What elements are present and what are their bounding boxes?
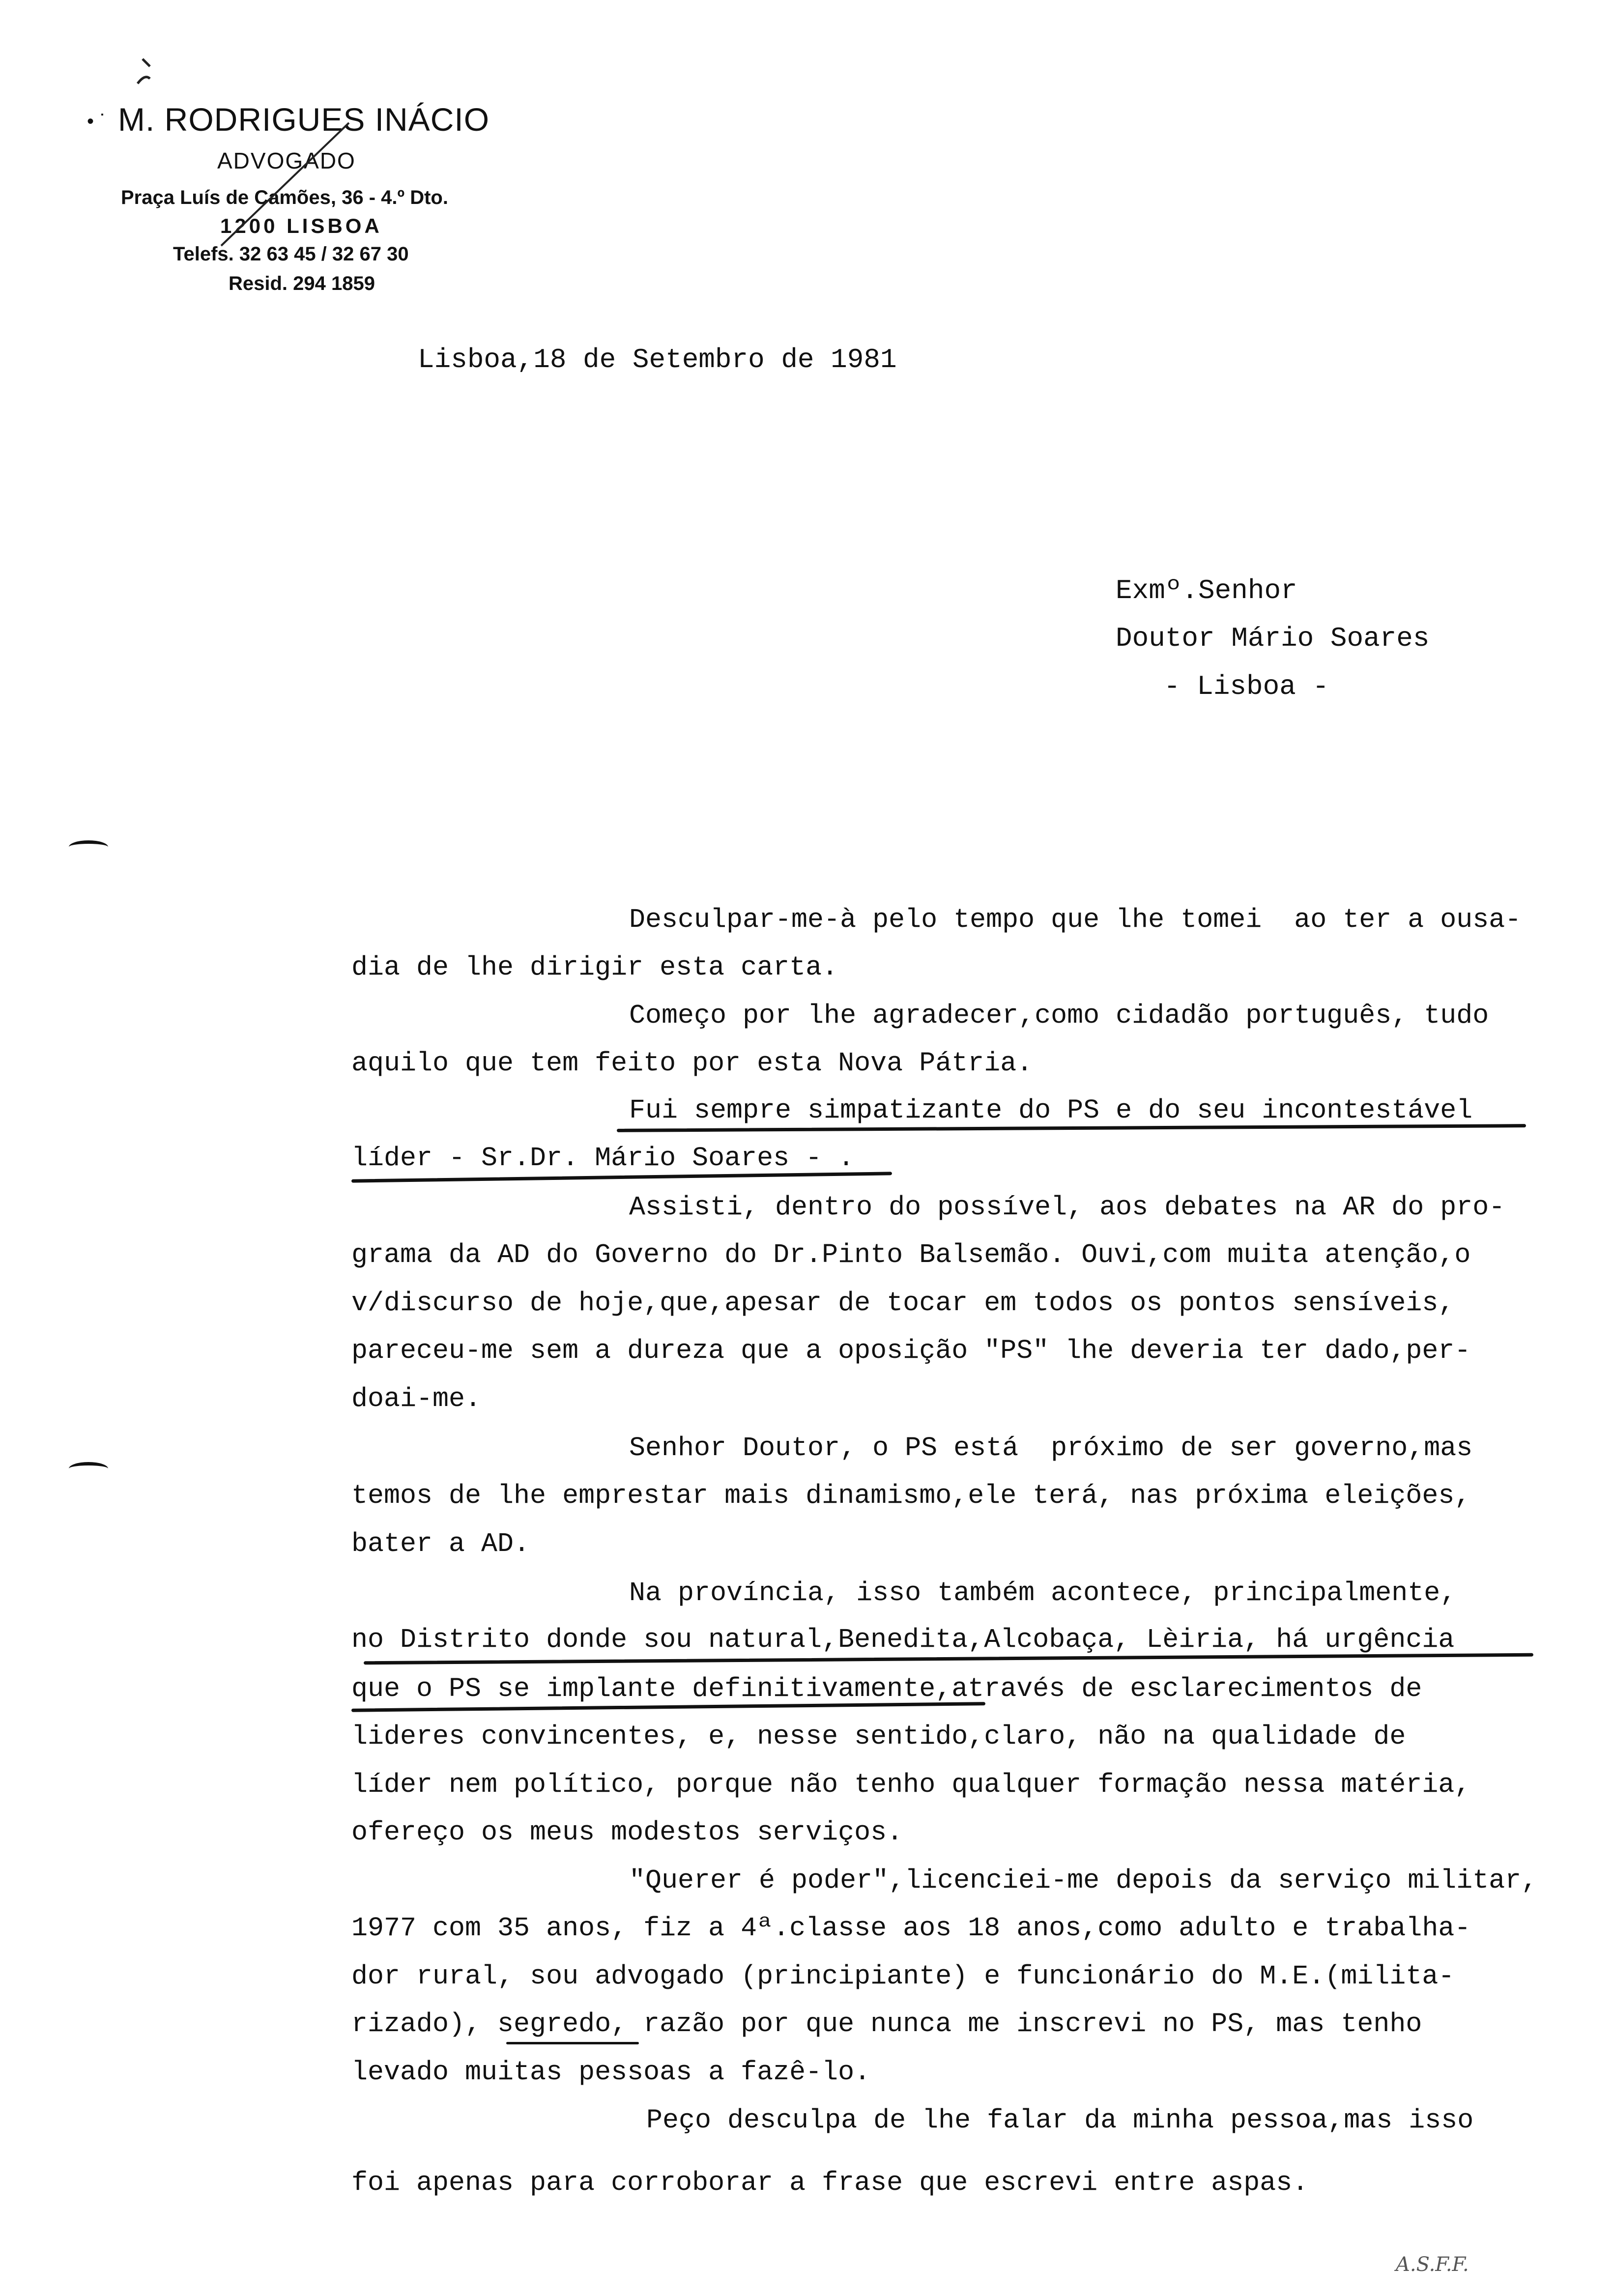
handwritten-note: A.S.F.F. <box>1396 2253 1469 2276</box>
letterhead-city: 1200 LISBOA <box>220 214 382 237</box>
body-line: dia de lhe dirigir esta carta. <box>351 952 838 983</box>
body-line: temos de lhe emprestar mais dinamismo,ele terá, nas próxima eleições, <box>351 1480 1471 1511</box>
body-line: rizado), segredo, razão por que nunca me inscrevi no PS, mas tenho <box>351 2009 1422 2039</box>
body-line: aquilo que tem feito por esta Nova Pátria. <box>351 1048 1033 1079</box>
body-line: ofereço os meus modestos serviços. <box>351 1817 903 1848</box>
pen-stroke-mark <box>123 49 378 256</box>
body-line: 1977 com 35 anos, fiz a 4ª.classe aos 18 anos,como adulto e trabalha- <box>351 1913 1471 1944</box>
body-line: Fui sempre simpatizante do PS e do seu incontestável <box>629 1095 1473 1126</box>
body-line: líder nem político, porque não tenho qualquer formação nessa matéria, <box>351 1769 1471 1800</box>
body-line: Peço desculpa de lhe falar da minha pessoa,mas isso <box>646 2105 1474 2136</box>
body-line: dor rural, sou advogado (principiante) e funcionário do M.E.(milita- <box>351 1961 1455 1992</box>
body-line: levado muitas pessoas a fazê-lo. <box>351 2057 871 2088</box>
letterhead-residence: Resid. 294 1859 <box>229 273 375 294</box>
body-line: Assisti, dentro do possível, aos debates na AR do pro- <box>629 1192 1505 1223</box>
body-line: v/discurso de hoje,que,apesar de tocar em todos os pontos sensíveis, <box>351 1288 1455 1319</box>
body-line: Começo por lhe agradecer,como cidadão português, tudo <box>629 1000 1489 1031</box>
body-line: Desculpar-me-à pelo tempo que lhe tomei ao ter a ousa- <box>629 904 1522 935</box>
body-line: Senhor Doutor, o PS está próximo de ser governo,mas <box>629 1433 1473 1464</box>
body-line: "Querer é poder",licenciei-me depois da serviço militar, <box>629 1865 1538 1896</box>
recipient-name: Doutor Mário Soares <box>1116 623 1430 654</box>
body-line: Na província, isso também acontece, principalmente, <box>629 1578 1457 1608</box>
letterhead-ornament: •˙ <box>85 112 109 134</box>
body-line: bater a AD. <box>351 1528 530 1559</box>
letterhead-phones: Telefs. 32 63 45 / 32 67 30 <box>173 243 409 265</box>
body-line: líder - Sr.Dr. Mário Soares - . <box>351 1143 855 1174</box>
body-line: lideres convincentes, e, nesse sentido,claro, não na qualidade de <box>351 1721 1406 1752</box>
letterhead-name: M. RODRIGUES INÁCIO <box>118 101 490 138</box>
body-line: doai-me. <box>351 1383 482 1414</box>
underline-mark <box>506 2042 639 2044</box>
body-line: no Distrito donde sou natural,Benedita,Alcobaça, Lèiria, há urgência <box>351 1624 1455 1655</box>
body-line: foi apenas para corroborar a frase que escrevi entre aspas. <box>351 2167 1309 2198</box>
recipient-salutation: Exmº.Senhor <box>1116 575 1297 606</box>
body-line: grama da AD do Governo do Dr.Pinto Balsemão. Ouvi,com muita atenção,o <box>351 1239 1471 1270</box>
body-line: pareceu-me sem a dureza que a oposição "PS" lhe deveria ter dado,per- <box>351 1335 1471 1366</box>
letter-date: Lisboa,18 de Setembro de 1981 <box>418 344 897 375</box>
body-line: que o PS se implante definitivamente,através de esclarecimentos de <box>351 1673 1422 1704</box>
margin-mark-bottom <box>69 1462 108 1475</box>
letterhead-address: Praça Luís de Camões, 36 - 4.º Dto. <box>121 187 448 208</box>
margin-mark-top <box>69 840 108 854</box>
letterhead-title: ADVOGADO <box>217 148 356 173</box>
recipient-city: - Lisboa - <box>1164 671 1329 702</box>
